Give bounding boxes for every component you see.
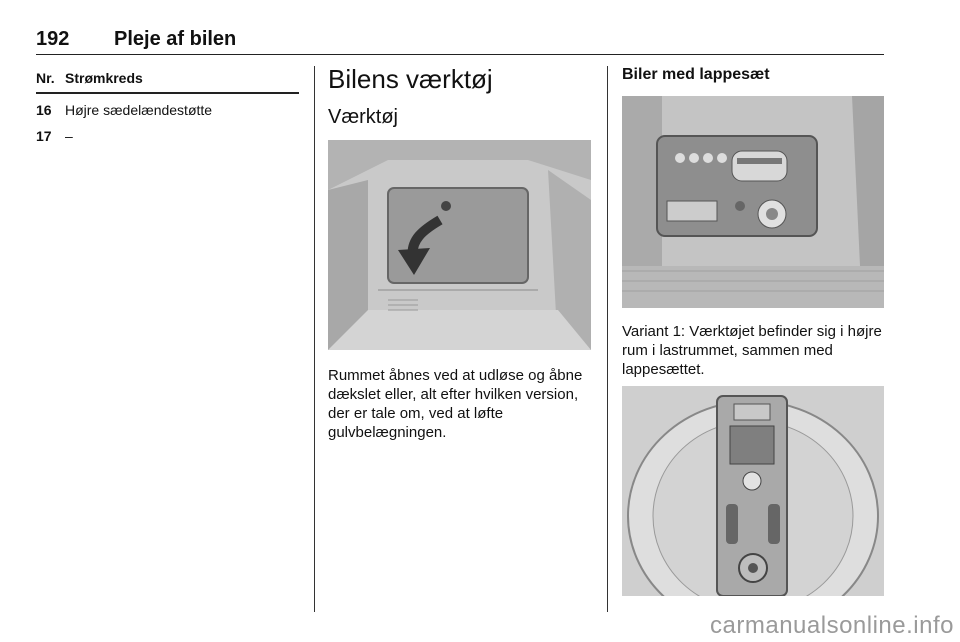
table-row — [36, 98, 299, 124]
repair-kit-compartment-illustration — [622, 96, 884, 308]
section-subtitle: Værktøj — [328, 106, 398, 128]
table-cell-nr: 17 — [36, 128, 52, 144]
variant-paragraph: Variant 1: Værktøjet befinder sig i højre rum i lastrummet, sammen med lappesættet. — [622, 323, 882, 378]
page-number: 192 — [36, 28, 70, 50]
spare-wheel-well-illustration — [622, 386, 884, 596]
page-header — [36, 28, 884, 55]
fuse-table — [36, 66, 299, 150]
table-cell-circuit: Højre sædelændestøtte — [65, 102, 213, 118]
subsection-heading: Biler med lappesæt — [622, 66, 770, 83]
trunk-cover-illustration — [328, 140, 591, 350]
watermark: carmanualsonline.info — [710, 612, 954, 639]
table-header-row — [36, 66, 299, 94]
column-divider — [314, 66, 315, 612]
column-divider — [607, 66, 608, 612]
table-cell-circuit: – — [65, 128, 73, 144]
chapter-title: Pleje af bilen — [114, 28, 237, 50]
table-header-circuit: Strømkreds — [65, 70, 143, 86]
section-title: Bilens værktøj — [328, 64, 493, 94]
table-row — [36, 124, 299, 150]
instruction-paragraph: Rummet åbnes ved at udløse og åbne dækslet eller, alt efter hvilken version, der er tale om, ved at løfte gulvbelægningen. — [328, 367, 583, 441]
table-header-nr: Nr. — [36, 70, 55, 86]
table-cell-nr: 16 — [36, 102, 52, 118]
